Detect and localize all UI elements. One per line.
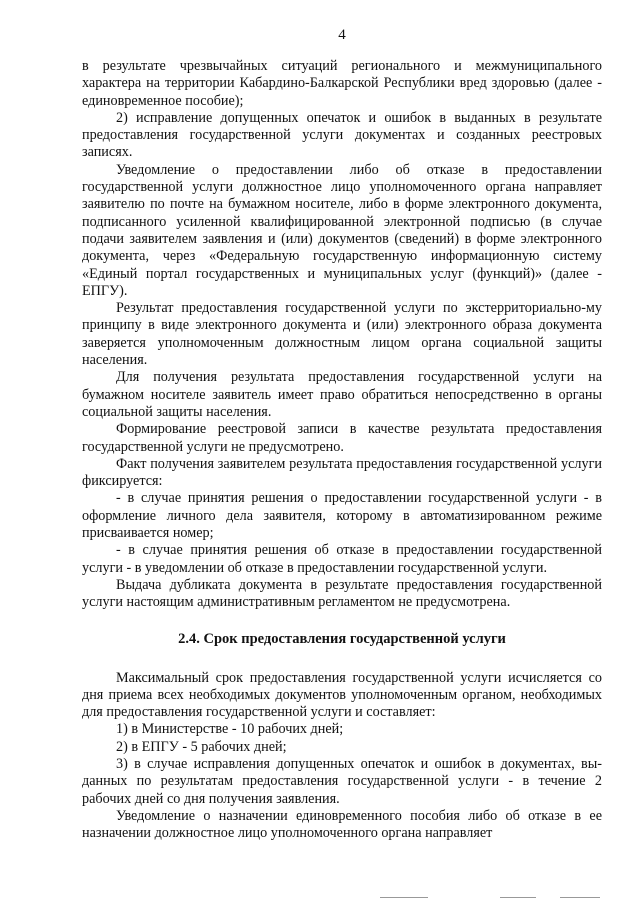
- paragraph-item-2: 2) исправление допущенных опечаток и ошибок в выданных в результате предоставления государственной услуги документах и созданных реестровых записях.: [82, 109, 602, 161]
- paragraph-paper-result: Для получения результата предоставления государственной услуги на бумажном носителе заявитель имеет право обратиться непосредственно в органы социальной защиты населения.: [82, 369, 602, 420]
- scan-footer-marks: [380, 897, 610, 899]
- paragraph-receipt-fact: Факт получения заявителем результата предоставления государственной услуги фиксируется:: [82, 455, 602, 490]
- section-heading: 2.4. Срок предоставления государственной услуги: [178, 630, 506, 647]
- paragraph-extraterritorial: Результат предоставления государственной услуги по экстерриториально-му принципу в виде электронного документа и (или) электронного образа документа заверяется уполномоченным должностным лицом органа социальной защиты населения.: [82, 300, 602, 369]
- document-body: [82, 58, 602, 842]
- page-number: 4: [338, 27, 346, 43]
- paragraph-term-ministry: 1) в Министерстве - 10 рабочих дней;: [116, 721, 344, 738]
- paragraph-registry-record: Формирование реестровой записи в качестве результата предоставления государственной услуги не предусмотрено.: [82, 421, 602, 455]
- paragraph-term-epgu: 2) в ЕПГУ - 5 рабочих дней;: [116, 738, 287, 755]
- paragraph-notification: Уведомление о предоставлении либо об отказе в предоставлении государственной услуги должностное лицо уполномоченного органа направляет заявителю по почте на бумажном носителе, либо в форме электронного документа, подписанного усиленной квалифицированной электронной подписью (в случае подачи заявителем заявления и (или) документов (сведений) в форме электронного документа, через «Федеральную государственную информационную систему «Единый портал государственных и муниципальных услуг (функций)» (далее - ЕПГУ).: [82, 161, 602, 299]
- paragraph-max-term: Максимальный срок предоставления государственной услуги исчисляется со дня приема всех необходимых документов уполномоченным органом, необходимых для предоставления государственной услуги и составляет:: [82, 669, 602, 721]
- paragraph-duplicate: Выдача дубликата документа в результате предоставления государственной услуги настоящим административным регламентом не предусмотрена.: [82, 576, 602, 611]
- paragraph-continuation: в результате чрезвычайных ситуаций регионального и межмуниципального характера на территории Кабардино-Балкарской Республики вред здоровью (далее - единовременное пособие);: [82, 58, 602, 109]
- paragraph-benefit-notification: Уведомление о назначении единовременного пособия либо об отказе в ее назначении должностное лицо уполномоченного органа направляет: [82, 807, 602, 842]
- paragraph-receipt-refusal: - в случае принятия решения об отказе в предоставлении государственной услуги - в уведомлении об отказе в предоставлении государственной услуги.: [82, 542, 602, 576]
- paragraph-term-corrections: 3) в случае исправления допущенных опечаток и ошибок в документах, вы-данных по результатам предоставления государственной услуги - в течение 2 рабочих дней со дня получения заявления.: [82, 755, 602, 807]
- paragraph-receipt-approval: - в случае принятия решения о предоставлении государственной услуги - в оформление личного дела заявителя, которому в автоматизированном режиме присваивается номер;: [82, 490, 602, 542]
